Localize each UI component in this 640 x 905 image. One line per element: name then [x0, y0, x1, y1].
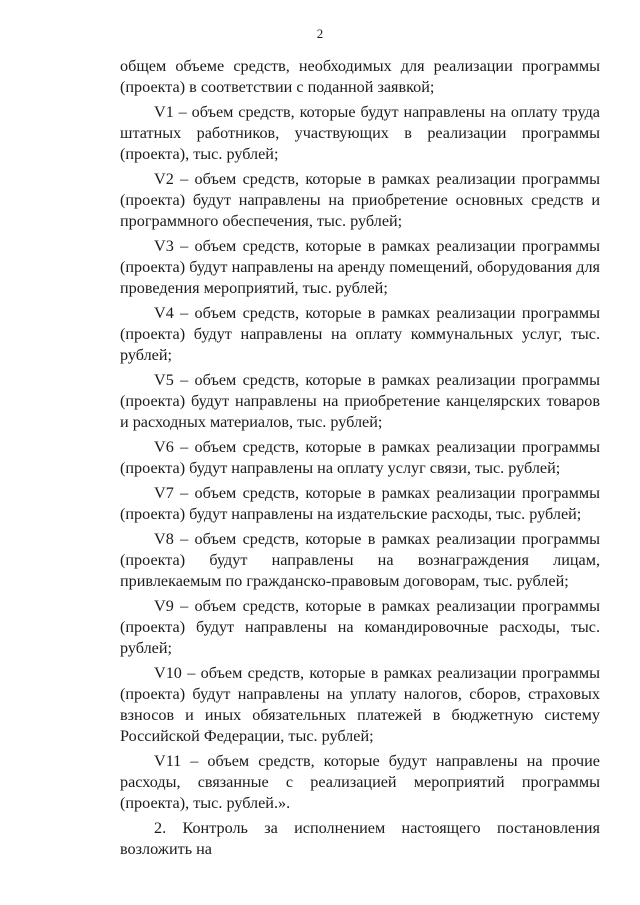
paragraph-v10: V10 – объем средств, которые в рамках реализации программы (проекта) будут направлены на уплату налогов, сборов, страховых взносов и иных обязательных платежей в бюджетную систему Российской Федерации, тыс. рублей; — [120, 664, 600, 745]
paragraph-v7: V7 – объем средств, которые в рамках реализации программы (проекта) будут направлены на издательские расходы, тыс. рублей; — [120, 484, 600, 523]
paragraph-continuation: общем объеме средств, необходимых для реализации программы (проекта) в соответствии с поданной заявкой; — [120, 57, 600, 96]
paragraph-v1: V1 – объем средств, которые будут направлены на оплату труда штатных работников, участвующих в реализации программы (проекта), тыс. рублей; — [120, 103, 600, 163]
paragraph-v5: V5 – объем средств, которые в рамках реализации программы (проекта) будут направлены на приобретение канцелярских товаров и расходных материалов, тыс. рублей; — [120, 371, 600, 431]
paragraph-v4: V4 – объем средств, которые в рамках реализации программы (проекта) будут направлены на оплату коммунальных услуг, тыс. рублей; — [120, 304, 600, 364]
paragraph-item-2: 2. Контроль за исполнением настоящего постановления возложить на — [120, 819, 600, 858]
paragraph-v3: V3 – объем средств, которые в рамках реализации программы (проекта) будут направлены на аренду помещений, оборудования для проведения мероприятий, тыс. рублей; — [120, 237, 600, 297]
page-number: 2 — [316, 26, 324, 41]
paragraph-v2: V2 – объем средств, которые в рамках реализации программы (проекта) будут направлены на приобретение основных средств и программного обеспечения, тыс. рублей; — [120, 170, 600, 230]
paragraph-v9: V9 – объем средств, которые в рамках реализации программы (проекта) будут направлены на командировочные расходы, тыс. рублей; — [120, 597, 600, 657]
document-body — [120, 56, 600, 864]
paragraph-v8: V8 – объем средств, которые в рамках реализации программы (проекта) будут направлены на вознаграждения лицам, привлекаемым по гражданско-правовым договорам, тыс. рублей; — [120, 530, 600, 590]
paragraph-v11: V11 – объем средств, которые будут направлены на прочие расходы, связанные с реализацией мероприятий программы (проекта), тыс. рублей.». — [120, 752, 600, 812]
paragraph-v6: V6 – объем средств, которые в рамках реализации программы (проекта) будут направлены на оплату услуг связи, тыс. рублей; — [120, 438, 600, 477]
